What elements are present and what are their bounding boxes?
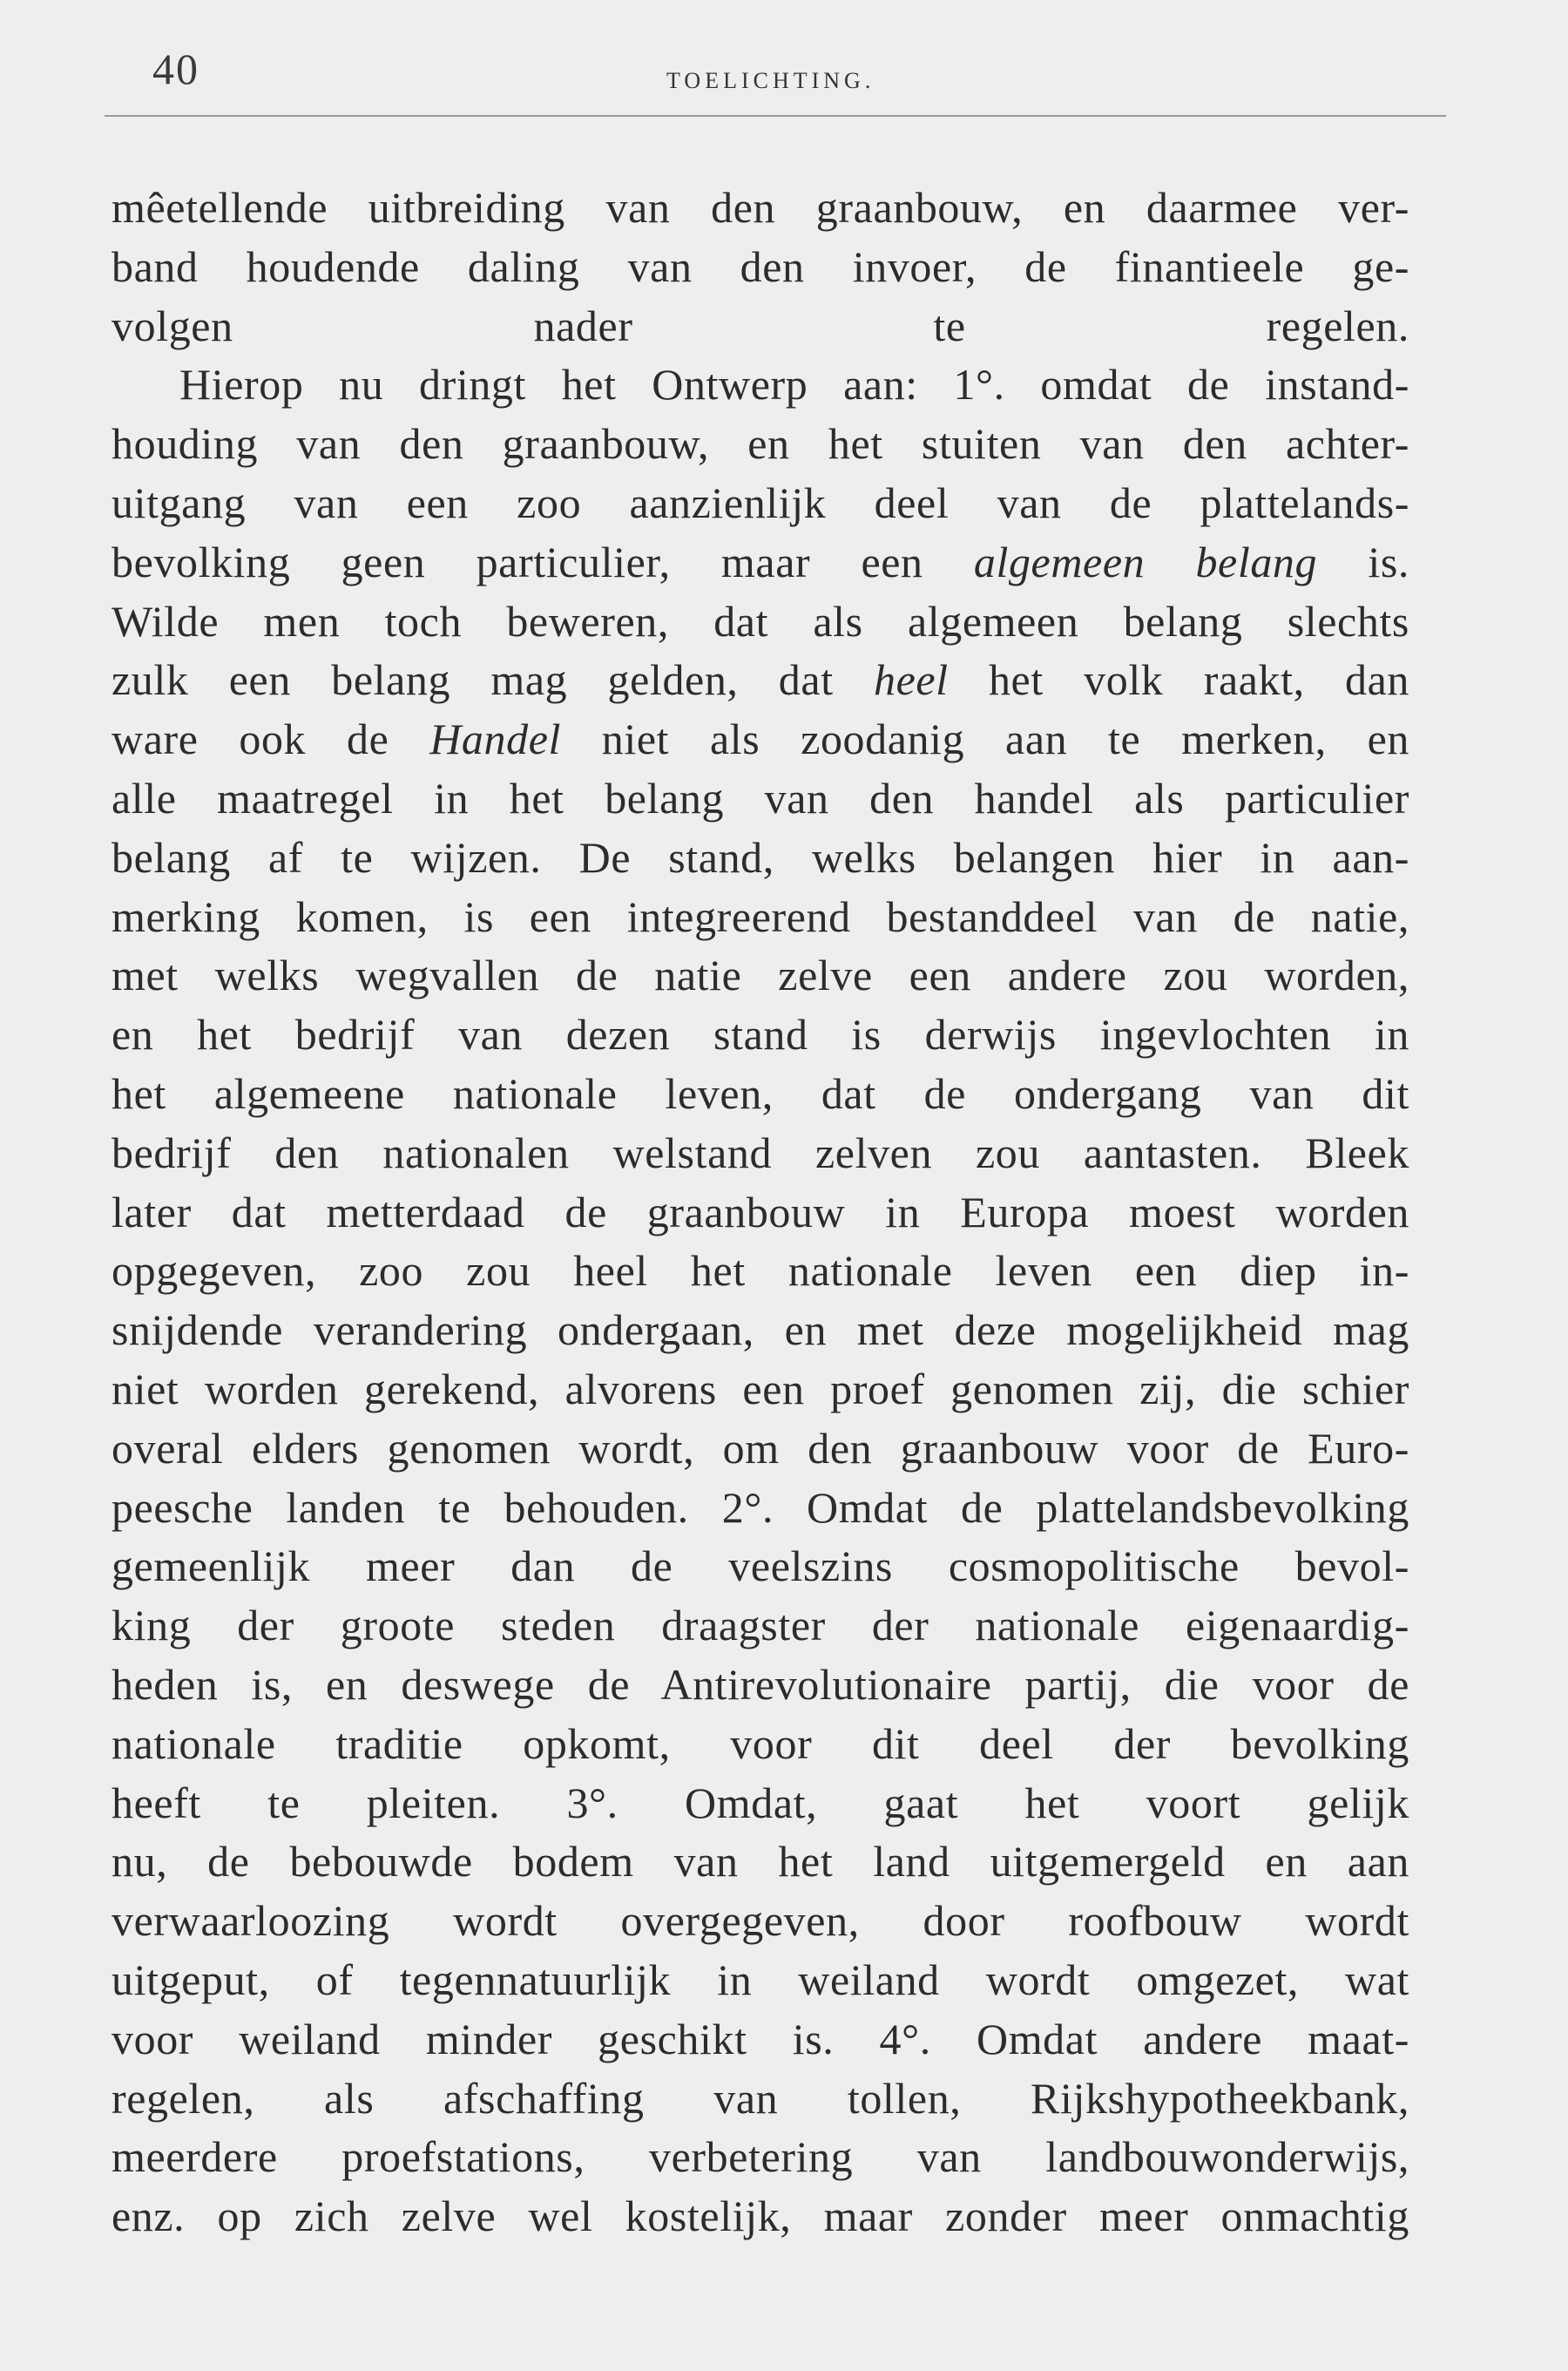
text-line xyxy=(112,533,1409,593)
text-line: heden is, en deswege de Antirevolutionaire partij, die voor de xyxy=(112,1659,1409,1709)
text-line: nationale traditie opkomt, voor dit deel der bevolking xyxy=(112,1718,1409,1768)
text-line: Hierop nu dringt het Ontwerp aan: 1°. omdat de instand- xyxy=(179,360,1409,410)
text-line: king der groote steden draagster der nationale eigenaardig- xyxy=(112,1601,1409,1650)
text-line: meerdere proefstations, verbetering van landbouwonderwijs, xyxy=(112,2132,1409,2182)
header-rule xyxy=(105,115,1446,117)
text-line: opgegeven, zoo zou heel het nationale leven een diep in- xyxy=(112,1246,1409,1296)
text-line: bedrijf den nationalen welstand zelven zou aantasten. Bleek xyxy=(112,1128,1409,1177)
text-line: regelen, als afschaffing van tollen, Rijkshypotheekbank, xyxy=(112,2073,1409,2123)
text-line: snijdende verandering ondergaan, en met deze mogelijkheid mag xyxy=(112,1305,1409,1355)
text-line: nu, de bebouwde bodem van het land uitgemergeld en aan xyxy=(112,1837,1409,1887)
text-line xyxy=(112,651,1409,710)
text-line: het algemeene nationale leven, dat de ondergang van dit xyxy=(112,1068,1409,1118)
text-line: belang af te wijzen. De stand, welks belangen hier in aan- xyxy=(112,832,1409,882)
text-line: houding van den graanbouw, en het stuiten van den achter- xyxy=(112,419,1409,469)
text-line: overal elders genomen wordt, om den graanbouw voor de Euro- xyxy=(112,1423,1409,1473)
text-line: peesche landen te behouden. 2°. Omdat de plattelandsbevolking xyxy=(112,1482,1409,1532)
text-line: later dat metterdaad de graanbouw in Europa moest worden xyxy=(112,1187,1409,1236)
emphasized-text: heel xyxy=(873,655,949,705)
text-line: niet worden gerekend, alvorens een proef genomen zij, die schier xyxy=(112,1364,1409,1413)
text-line: en het bedrijf van dezen stand is derwijs ingevlochten in xyxy=(112,1010,1409,1060)
text-line: gemeenlijk meer dan de veelszins cosmopolitische bevol- xyxy=(112,1541,1409,1591)
text-segment: het volk raakt, dan xyxy=(948,655,1409,705)
text-segment: is. xyxy=(1317,537,1409,586)
text-line: uitgang van een zoo aanzienlijk deel van de plattelands- xyxy=(112,478,1409,527)
text-line: heeft te pleiten. 3°. Omdat, gaat het voort gelijk xyxy=(112,1778,1409,1827)
text-line: volgen nader te regelen. xyxy=(112,301,1409,350)
text-line: merking komen, is een integreerend bestanddeel van de natie, xyxy=(112,891,1409,941)
text-line: met welks wegvallen de natie zelve een andere zou worden, xyxy=(112,951,1409,1000)
text-segment: ware ook de xyxy=(112,715,430,764)
text-line: mêetellende uitbreiding van den graanbouw, en daarmee ver- xyxy=(112,183,1409,232)
text-line: uitgeput, of tegennatuurlijk in weiland wordt omgezet, wat xyxy=(112,1954,1409,2004)
text-line: verwaarloozing wordt overgegeven, door roofbouw wordt xyxy=(112,1896,1409,1946)
text-line xyxy=(112,710,1409,769)
text-line: Wilde men toch beweren, dat als algemeen belang slechts xyxy=(112,596,1409,646)
running-title: TOELICHTING. xyxy=(666,68,875,93)
page-number: 40 xyxy=(152,44,199,93)
text-segment: zulk een belang mag gelden, dat xyxy=(112,655,874,705)
text-segment: niet als zoodanig aan te merken, en xyxy=(560,715,1409,764)
text-line: alle maatregel in het belang van den handel als particulier xyxy=(112,773,1409,823)
emphasized-text: Handel xyxy=(429,715,561,764)
page-header xyxy=(105,44,1463,113)
emphasized-text: algemeen belang xyxy=(973,537,1318,586)
text-line: band houdende daling van den invoer, de finantieele ge- xyxy=(112,241,1409,291)
text-segment: bevolking geen particulier, maar een xyxy=(112,537,974,586)
body-text xyxy=(112,179,1409,2246)
text-line: voor weiland minder geschikt is. 4°. Omdat andere maat- xyxy=(112,2014,1409,2063)
text-line: enz. op zich zelve wel kostelijk, maar zonder meer onmachtig xyxy=(112,2191,1409,2241)
